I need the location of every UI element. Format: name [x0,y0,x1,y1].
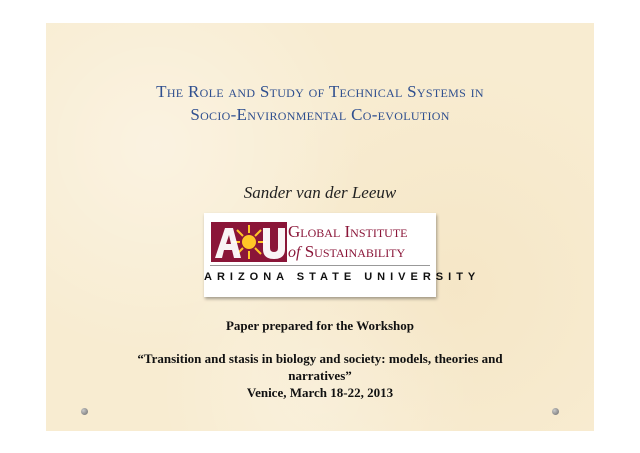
logo-university: ARIZONA STATE UNIVERSITY [204,271,481,283]
right-dot-icon [552,408,559,415]
asu-logo [204,213,481,297]
venue-date: Venice, March 18-22, 2013 [246,385,394,400]
left-dot-icon [81,408,88,415]
workshop-title-line-1: “Transition and stasis in biology and society: models, theories and [137,351,503,366]
workshop-title-line-2: narratives” [288,368,352,383]
title-line-2: Socio-Environmental Co-evolution [190,105,450,124]
logo-divider [210,265,430,266]
asu-sunburst-icon [211,222,287,262]
title-line-1: The Role and Study of Technical Systems in [156,82,484,101]
slide-title [46,80,594,126]
slide [46,23,594,431]
logo-of: of [288,244,301,261]
logo-sustainability: Sustainability [304,242,406,261]
logo-line-1: Global Institute [288,222,408,241]
workshop-title [46,350,594,384]
logo-line-2 [288,242,405,262]
author-name: Sander van der Leeuw [243,183,397,202]
workshop-line: Paper prepared for the Workshop [225,318,415,333]
